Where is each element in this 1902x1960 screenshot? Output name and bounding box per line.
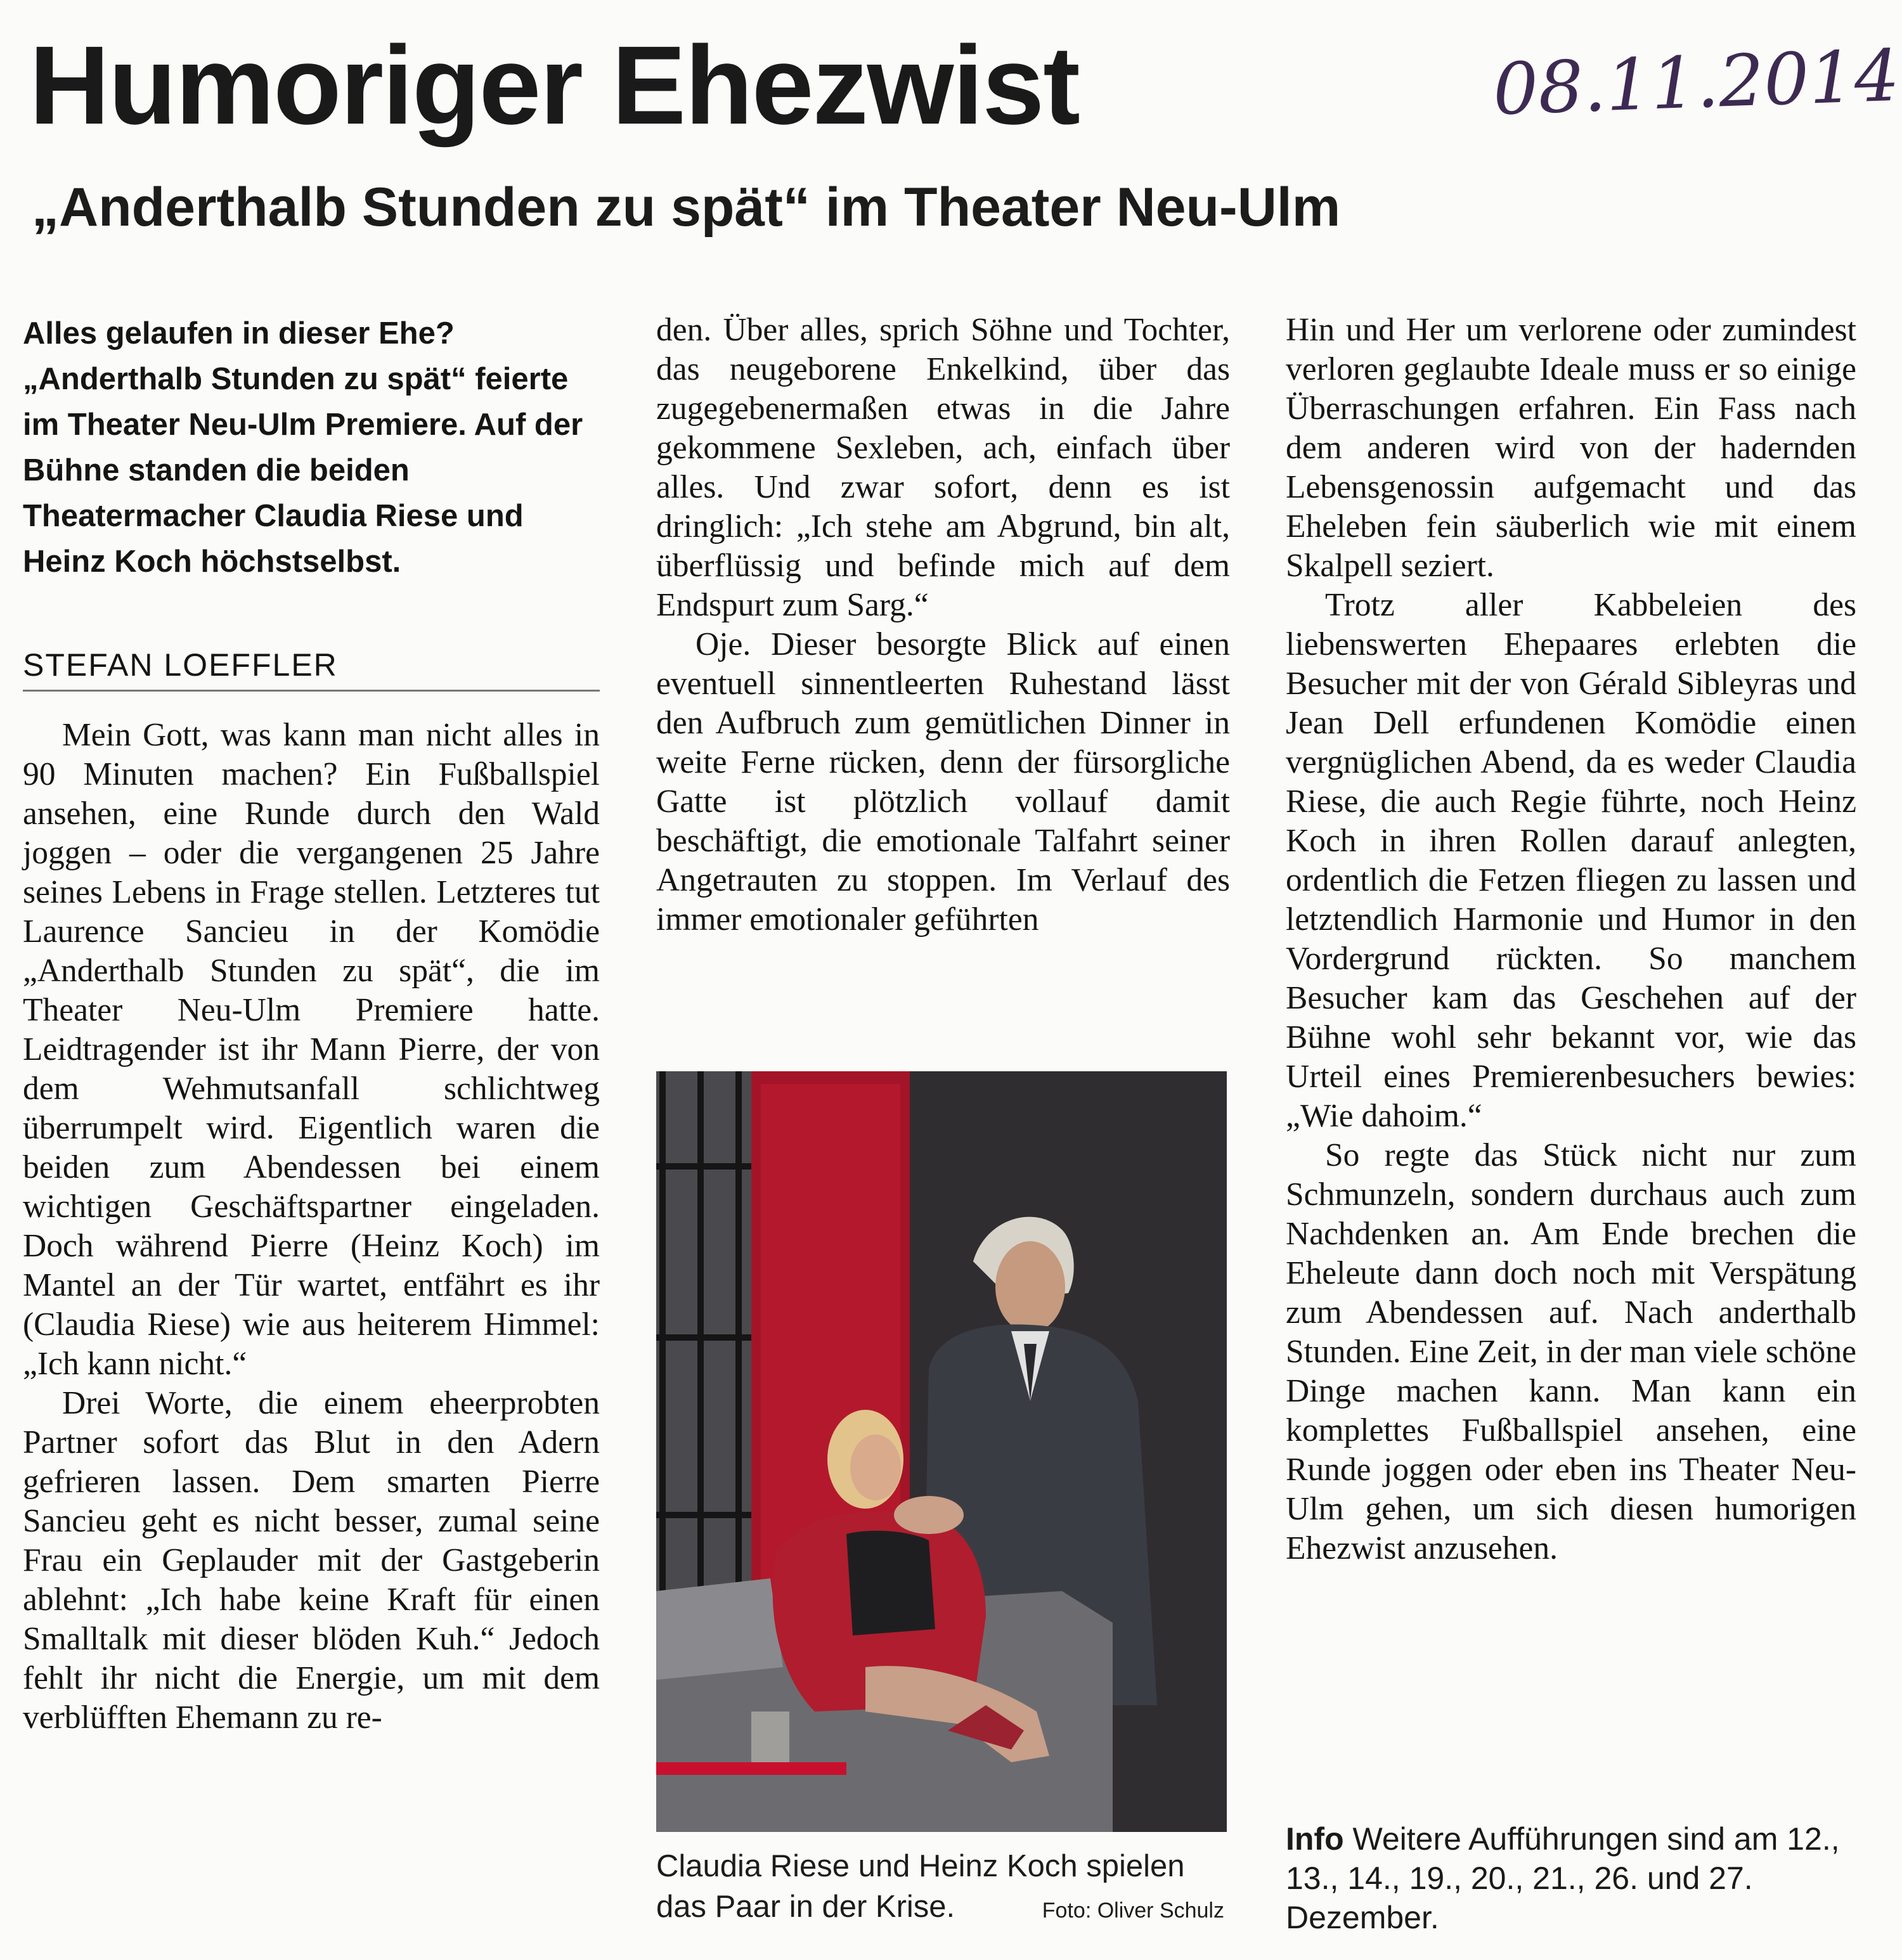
article-column-1 <box>23 311 600 1738</box>
body-paragraph: Drei Worte, die einem eheerprobten Partner sofort das Blut in den Adern gefrieren lassen. Dem smarten Pierre Sancieu geht es nicht besser, zumal seine Frau ein Geplauder mit der Gastgeberin ablehnt: „Ich habe keine Kraft für einen Smalltalk mit dieser blöden Kuh.“ Jedoch fehlt ihr nicht die Energie, um mit dem verblüfften Ehemann zu re- <box>23 1385 600 1736</box>
stage-photo-illustration <box>656 1071 1227 1832</box>
stage-photo <box>656 1071 1227 1832</box>
info-box <box>1286 1819 1856 1937</box>
photo-credit: Foto: Oliver Schulz <box>1042 1899 1224 1923</box>
handwritten-date: 08.11.2014 <box>1491 34 1901 131</box>
subheadline: „Anderthalb Stunden zu spät“ im Theater Neu-Ulm <box>32 177 1341 238</box>
body-paragraph: den. Über alles, sprich Söhne und Tochter, das neugeborene Enkelkind, über das zugegebenermaßen etwas in die Jahre gekommene Sexleben, ach, einfach über alles. Und zwar sofort, denn es ist dringlich: „Ich stehe am Abgrund, bin alt, überflüssig und befinde mich auf dem Endspurt zum Sarg.“ <box>656 312 1230 623</box>
headline: Humoriger Ehezwist <box>29 23 1079 148</box>
body-paragraph: Hin und Her um verlorene oder zumindest verloren geglaubte Ideale muss er so einige Überraschungen erfahren. Ein Fass nach dem anderen wird von der hadernden Lebensgenossin aufgemacht und das Eheleben fein säuberlich wie mit einem Skalpell seziert. <box>1286 312 1856 584</box>
side-table <box>656 1762 846 1775</box>
article-column-3 <box>1286 311 1856 1568</box>
byline: STEFAN LOEFFLER <box>23 645 600 692</box>
body-paragraph: Trotz aller Kabbeleien des liebenswerten Ehepaares erlebten die Besucher mit der von Gérald Sibleyras und Jean Dell erfundenen Komödie einen vergnüglichen Abend, da es weder Claudia Riese, die auch Regie führte, noch Heinz Koch in ihren Rollen darauf anlegten, ordentlich die Fetzen fliegen zu lassen und letztendlich Harmonie und Humor in den Vordergrund rückten. So manchem Besucher kam das Geschehen auf der Bühne wohl sehr bekannt vor, wie das Urteil eines Premierenbesuchers bewies: „Wie dahoim.“ <box>1286 587 1856 1134</box>
info-text: Weitere Aufführungen sind am 12., 13., 14., 19., 20., 21., 26. und 27. Dezember. <box>1286 1821 1840 1935</box>
article-column-2 <box>656 311 1230 939</box>
info-label: Info <box>1286 1821 1344 1857</box>
body-paragraph: So regte das Stück nicht nur zum Schmunzeln, sondern durchaus auch zum Nachdenken an. Am Ende brechen die Eheleute dann doch noch mit Verspätung zum Abendessen auf. Nach anderthalb Stunden. Eine Zeit, in der man viele schöne Dinge machen kann. Man kann ein komplettes Fußballspiel ansehen, eine Runde joggen oder eben ins Theater Neu-Ulm gehen, um sich diesen humorigen Ehezwist anzusehen. <box>1286 1137 1856 1566</box>
body-paragraph: Mein Gott, was kann man nicht alles in 90 Minuten machen? Ein Fußballspiel ansehen, eine Runde durch den Wald joggen – oder die vergangenen 25 Jahre seines Lebens in Frage stellen. Letzteres tut Laurence Sancieu in der Komödie „Anderthalb Stunden zu spät“, die im Theater Neu-Ulm Premiere hatte. Leidtragender ist ihr Mann Pierre, der von dem Wehmutsanfall schlichtweg überrumpelt wird. Eigentlich waren die beiden zum Abendessen bei einem wichtigen Geschäftspartner eingeladen. Doch während Pierre (Heinz Koch) im Mantel an der Tür wartet, entfährt es ihr (Claudia Riese) wie aus heiterem Himmel: „Ich kann nicht.“ <box>23 717 600 1382</box>
lead-paragraph: Alles gelaufen in dieser Ehe? „Anderthalb Stunden zu spät“ feierte im Theater Neu-Ulm Premiere. Auf der Bühne standen die beiden Theatermacher Claudia Riese und Heinz Koch höchstselbst. <box>23 316 583 579</box>
caption-text: Claudia Riese und Heinz Koch spielen das Paar in der Krise. <box>656 1849 1185 1924</box>
body-paragraph: Oje. Dieser besorgte Blick auf einen eventuell sinnentleerten Ruhestand lässt den Aufbruch zum gemütlichen Dinner in weite Ferne rücken, denn der fürsorgliche Gatte ist plötzlich vollauf damit beschäftigt, die emotionale Talfahrt seiner Angetrauten zu stoppen. Im Verlauf des immer emotionaler geführten <box>656 626 1230 938</box>
photo-caption <box>656 1846 1227 1927</box>
